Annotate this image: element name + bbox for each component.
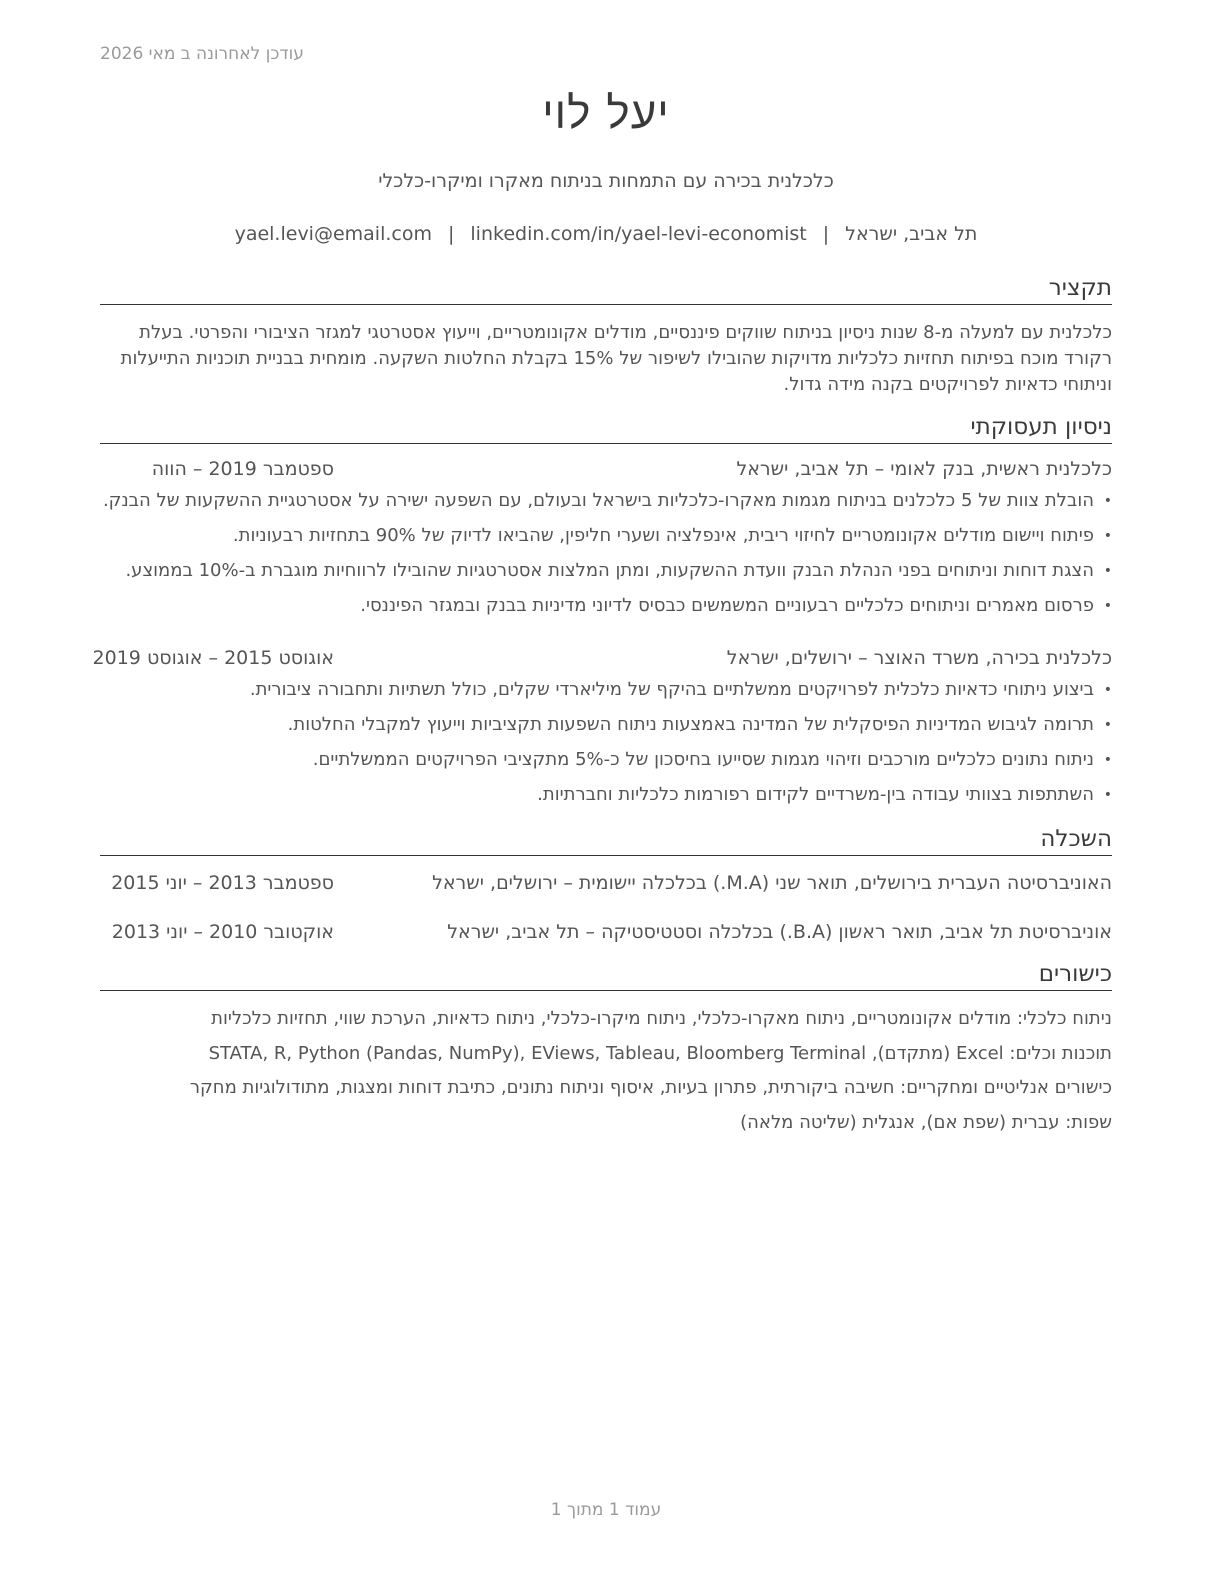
summary-text: כלכלנית עם למעלה מ-8 שנות ניסיון בניתוח שווקים פיננסיים, מודלים אקונומטריים, וייעוץ אסטרטגי למגזר הציבורי והפרטי. בעלת רקורד מוכח בפיתוח תחזיות כלכליות מדויקות שהובילו לשיפור של 15% בקבלת החלטות השקעה. מומחית בבניית תוכניות התייעלות וניתוחי כדאיות לפרויקטים בקנה מידה גדול. [120,322,1112,395]
skills-line: שפות: עברית (שפת אם), אנגלית (שליטה מלאה) [740,1111,1112,1133]
contact-separator: | [822,223,830,245]
education-entry [100,921,1112,945]
job-bullet: • הובלת צוות של 5 כלכלנים בניתוח מגמות מאקרו-כלכליות בישראל ובעולם, עם השפעה ישירה על אסטרטגיית ההשקעות של הבנק. [100,489,1112,524]
last-updated: עודכן לאחרונה ב מאי 2026 [100,44,304,64]
skills-line: ניתוח כלכלי: מודלים אקונומטריים, ניתוח מאקרו-כלכלי, ניתוח מיקרו-כלכלי, ניתוח כדאיות, הערכת שווי, תחזיות כלכליות [211,1008,1112,1029]
education-dates: אוקטובר 2010 – יוני 2013 [111,921,334,943]
section-title-education: השכלה [100,825,1112,856]
job-title: כלכלנית בכירה, משרד האוצר – ירושלים, ישראל [726,647,1112,669]
job-bullets [100,678,1112,818]
section-title-summary: תקציר [100,274,1112,305]
job-bullet: • תרומה לגיבוש המדיניות הפיסקלית של המדינה באמצעות ניתוח השפעות תקציביות וייעוץ למקבלי החלטות. [100,713,1112,748]
contact-linkedin-link[interactable]: linkedin.com/in/yael-levi-economist [470,223,807,245]
education-entry [100,872,1112,896]
job-bullet: • השתתפות בצוותי עבודה בין-משרדיים לקידום רפורמות כלכליות וחברתיות. [100,783,1112,818]
contact-line [100,223,1112,245]
education-title: האוניברסיטה העברית בירושלים, תואר שני (M.A.) בכלכלה יישומית – ירושלים, ישראל [432,872,1112,894]
contact-separator: | [447,223,455,245]
job-dates: ספטמבר 2019 – הווה [151,458,334,480]
skills-list [100,1007,1112,1145]
job-title: כלכלנית ראשית, בנק לאומי – תל אביב, ישראל [736,458,1112,480]
job-bullet: • פיתוח ויישום מודלים אקונומטריים לחיזוי ריבית, אינפלציה ושערי חליפין, שהביאו לדיוק של 90% בתחזיות רבעוניות. [100,524,1112,559]
section-title-experience: ניסיון תעסוקתי [100,413,1112,444]
candidate-name: יעל לוי [542,88,670,139]
skills-line: כישורים אנליטיים ומחקריים: חשיבה ביקורתית, פתרון בעיות, איסוף וניתוח נתונים, כתיבת דוחות ומצגות, מתודולוגיות מחקר [189,1077,1112,1098]
job-header [92,647,1112,671]
candidate-subtitle: כלכלנית בכירה עם התמחות בניתוח מאקרו ומיקרו-כלכלי [378,170,834,192]
job-bullet: • ביצוע ניתוחי כדאיות כלכלית לפרויקטים ממשלתיים בהיקף של מיליארדי שקלים, כולל תשתיות ותחבורה ציבורית. [100,678,1112,713]
section-title-skills: כישורים [100,960,1112,991]
page-number: עמוד 1 מתוך 1 [550,1500,662,1520]
resume-page [92,0,1112,1584]
job-dates: אוגוסט 2015 – אוגוסט 2019 [92,647,334,669]
job-bullet: • הצגת דוחות וניתוחים בפני הנהלת הבנק וועדת ההשקעות, ומתן המלצות אסטרטגיות שהובילו לרווחיות מוגברת ב-10% בממוצע. [100,559,1112,594]
education-title: אוניברסיטת תל אביב, תואר ראשון (B.A.) בכלכלה וסטטיסטיקה – תל אביב, ישראל [447,921,1112,943]
job-bullet: • ניתוח נתונים כלכליים מורכבים וזיהוי מגמות שסייעו בחיסכון של כ-5% מתקציבי הפרויקטים הממשלתיים. [100,748,1112,783]
job-bullet: • פרסום מאמרים וניתוחים כלכליים רבעוניים המשמשים כבסיס לדיוני מדיניות בבנק ובמגזר הפיננסי. [100,594,1112,629]
job-bullets [100,489,1112,629]
contact-email-link[interactable]: yael.levi@email.com [234,223,432,245]
education-dates: ספטמבר 2013 – יוני 2015 [111,872,334,894]
skills-line: תוכנות וכלים: Excel (מתקדם), STATA, R, Python (Pandas, NumPy), EViews, Tableau, Bloomberg Terminal [208,1042,1112,1064]
contact-location: תל אביב, ישראל [845,223,978,245]
job-header [100,458,1112,482]
